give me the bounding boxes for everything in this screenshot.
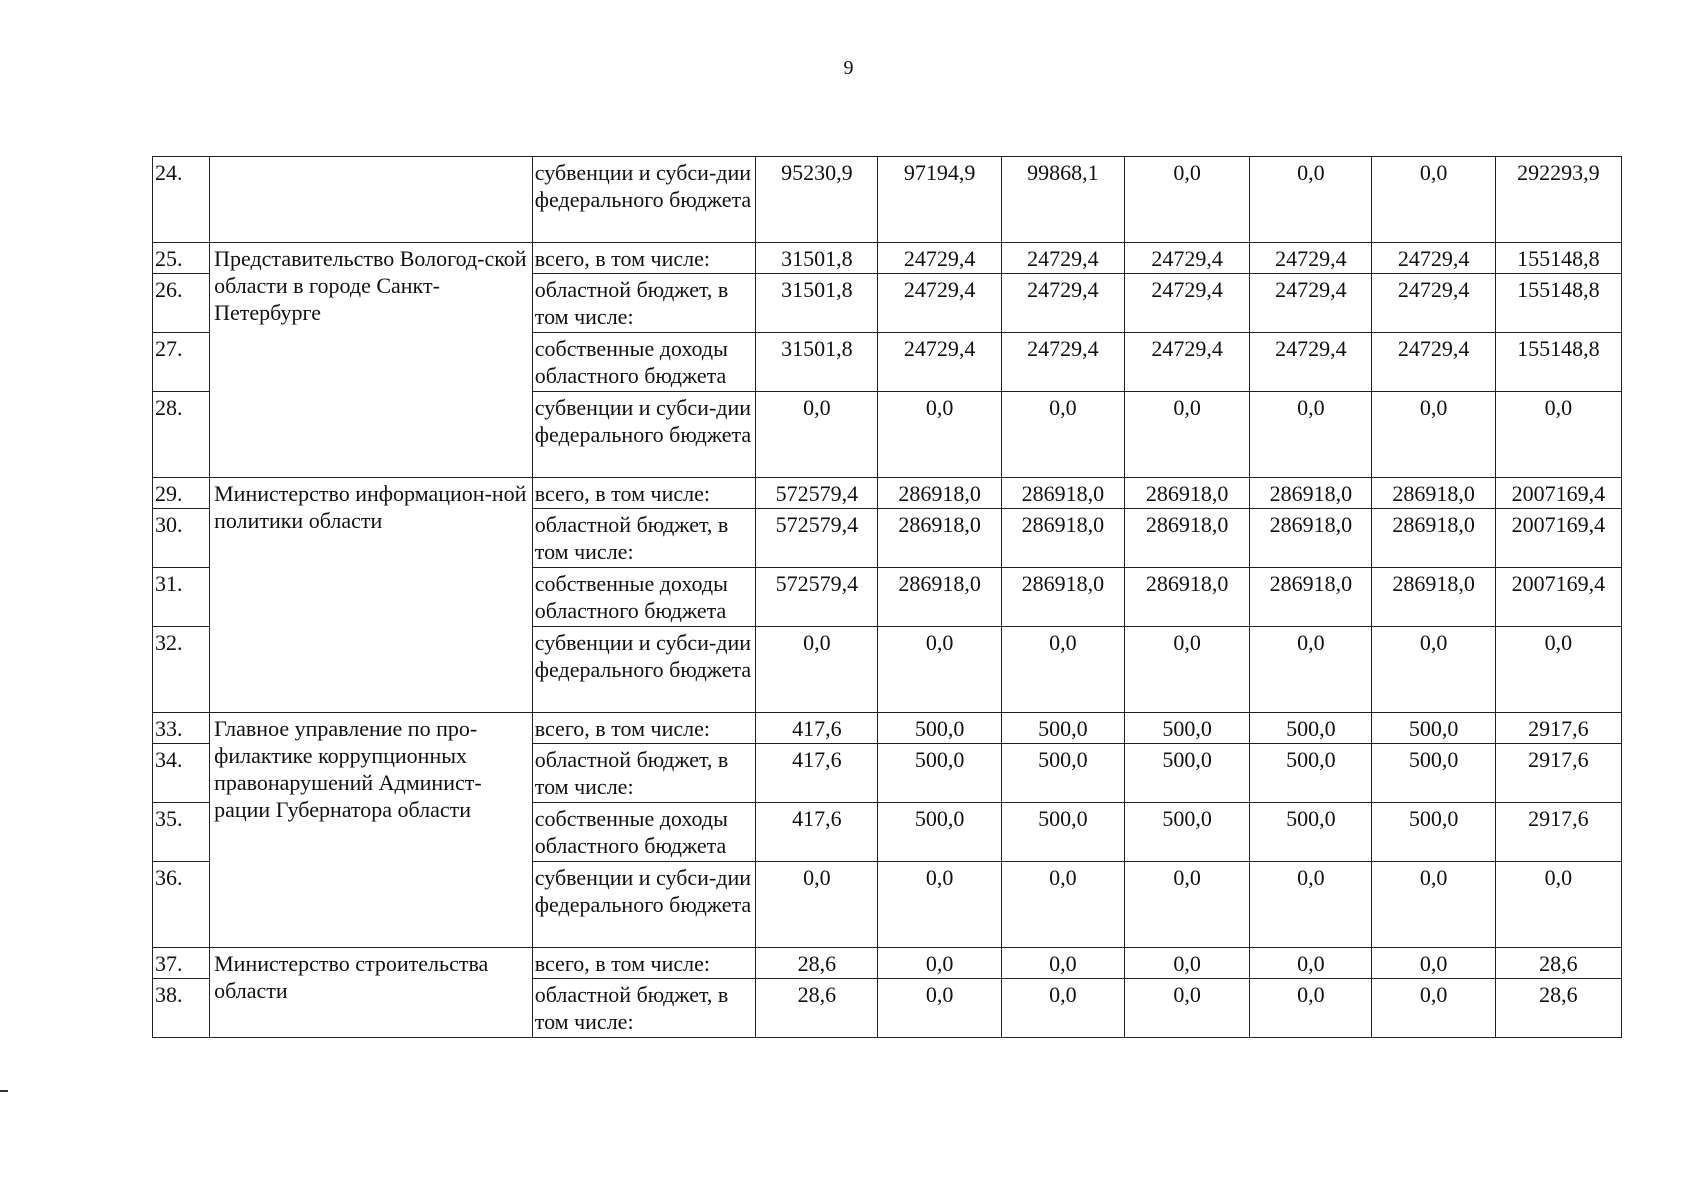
- value-cell: 0,0: [878, 392, 1001, 478]
- funding-type-cell: всего, в том числе:: [532, 478, 755, 509]
- value-cell: 417,6: [756, 803, 878, 862]
- value-cell: 0,0: [756, 862, 878, 948]
- value-cell: 0,0: [1124, 627, 1249, 713]
- value-cell: 0,0: [756, 392, 878, 478]
- value-cell: 0,0: [878, 979, 1001, 1038]
- value-cell: 286918,0: [1372, 478, 1495, 509]
- total-cell: 28,6: [1495, 979, 1621, 1038]
- value-cell: 286918,0: [1372, 568, 1495, 627]
- value-cell: 24729,4: [878, 274, 1001, 333]
- value-cell: 500,0: [1372, 713, 1495, 744]
- table-row: [153, 157, 1622, 243]
- value-cell: 0,0: [1001, 862, 1124, 948]
- funding-type-cell: собственные доходы областного бюджета: [532, 333, 755, 392]
- page-number: 9: [843, 57, 854, 79]
- funding-type-cell: субвенции и субси-дии федерального бюджета: [532, 627, 755, 713]
- organization-cell: [210, 157, 533, 243]
- value-cell: 500,0: [1124, 713, 1249, 744]
- value-cell: 286918,0: [1001, 509, 1124, 568]
- funding-type-cell: всего, в том числе:: [532, 948, 755, 979]
- total-cell: 28,6: [1495, 948, 1621, 979]
- value-cell: 0,0: [1250, 979, 1372, 1038]
- value-cell: 99868,1: [1001, 157, 1124, 243]
- row-number: 38.: [153, 979, 210, 1038]
- total-cell: 0,0: [1495, 627, 1621, 713]
- total-cell: 155148,8: [1495, 333, 1621, 392]
- value-cell: 24729,4: [1372, 243, 1495, 274]
- value-cell: 24729,4: [878, 333, 1001, 392]
- funding-type-cell: всего, в том числе:: [532, 243, 755, 274]
- total-cell: 2917,6: [1495, 713, 1621, 744]
- value-cell: 417,6: [756, 744, 878, 803]
- value-cell: 286918,0: [1250, 478, 1372, 509]
- value-cell: 24729,4: [1124, 243, 1249, 274]
- value-cell: 24729,4: [1372, 333, 1495, 392]
- value-cell: 0,0: [878, 627, 1001, 713]
- value-cell: 500,0: [1001, 803, 1124, 862]
- funding-type-cell: всего, в том числе:: [532, 713, 755, 744]
- row-number: 24.: [153, 157, 210, 243]
- value-cell: 286918,0: [1124, 478, 1249, 509]
- value-cell: 572579,4: [756, 568, 878, 627]
- value-cell: 500,0: [878, 713, 1001, 744]
- table-row: [153, 948, 1622, 979]
- value-cell: 286918,0: [878, 509, 1001, 568]
- budget-table: [152, 156, 1622, 1038]
- value-cell: 500,0: [1124, 744, 1249, 803]
- value-cell: 0,0: [1372, 392, 1495, 478]
- value-cell: 417,6: [756, 713, 878, 744]
- row-number: 30.: [153, 509, 210, 568]
- value-cell: 0,0: [1124, 948, 1249, 979]
- row-number: 37.: [153, 948, 210, 979]
- row-number: 33.: [153, 713, 210, 744]
- funding-type-cell: областной бюджет, в том числе:: [532, 744, 755, 803]
- value-cell: 24729,4: [1001, 274, 1124, 333]
- value-cell: 0,0: [1250, 392, 1372, 478]
- value-cell: 31501,8: [756, 243, 878, 274]
- total-cell: 2007169,4: [1495, 478, 1621, 509]
- value-cell: 500,0: [878, 803, 1001, 862]
- value-cell: 24729,4: [1124, 333, 1249, 392]
- value-cell: 286918,0: [1372, 509, 1495, 568]
- value-cell: 24729,4: [1001, 243, 1124, 274]
- table-body: [153, 157, 1622, 1038]
- table-row: [153, 243, 1622, 274]
- value-cell: 31501,8: [756, 274, 878, 333]
- total-cell: 292293,9: [1495, 157, 1621, 243]
- value-cell: 24729,4: [1372, 274, 1495, 333]
- organization-cell: Министерство строительства области: [210, 948, 533, 1038]
- value-cell: 286918,0: [1124, 509, 1249, 568]
- total-cell: 0,0: [1495, 862, 1621, 948]
- value-cell: 500,0: [878, 744, 1001, 803]
- row-number: 26.: [153, 274, 210, 333]
- value-cell: 500,0: [1250, 713, 1372, 744]
- row-number: 25.: [153, 243, 210, 274]
- value-cell: 0,0: [1250, 627, 1372, 713]
- value-cell: 286918,0: [1124, 568, 1249, 627]
- funding-type-cell: собственные доходы областного бюджета: [532, 568, 755, 627]
- value-cell: 0,0: [1250, 948, 1372, 979]
- value-cell: 28,6: [756, 979, 878, 1038]
- total-cell: 155148,8: [1495, 274, 1621, 333]
- total-cell: 2917,6: [1495, 803, 1621, 862]
- funding-type-cell: собственные доходы областного бюджета: [532, 803, 755, 862]
- value-cell: 0,0: [1250, 157, 1372, 243]
- value-cell: 24729,4: [1250, 243, 1372, 274]
- value-cell: 500,0: [1124, 803, 1249, 862]
- funding-type-cell: субвенции и субси-дии федерального бюджета: [532, 392, 755, 478]
- value-cell: 500,0: [1001, 713, 1124, 744]
- value-cell: 28,6: [756, 948, 878, 979]
- value-cell: 97194,9: [878, 157, 1001, 243]
- organization-cell: Главное управление по про-филактике коррупционных правонарушений Админист-рации Губернатора области: [210, 713, 533, 948]
- value-cell: 24729,4: [1250, 333, 1372, 392]
- total-cell: 155148,8: [1495, 243, 1621, 274]
- value-cell: 0,0: [1372, 157, 1495, 243]
- value-cell: 0,0: [1372, 979, 1495, 1038]
- value-cell: 572579,4: [756, 478, 878, 509]
- funding-type-cell: субвенции и субси-дии федерального бюджета: [532, 862, 755, 948]
- row-number: 29.: [153, 478, 210, 509]
- value-cell: 572579,4: [756, 509, 878, 568]
- funding-type-cell: областной бюджет, в том числе:: [532, 979, 755, 1038]
- value-cell: 500,0: [1372, 803, 1495, 862]
- table-row: [153, 478, 1622, 509]
- table-row: [153, 713, 1622, 744]
- value-cell: 24729,4: [1124, 274, 1249, 333]
- organization-cell: Министерство информацион-ной политики области: [210, 478, 533, 713]
- value-cell: 286918,0: [1001, 478, 1124, 509]
- value-cell: 286918,0: [1250, 509, 1372, 568]
- total-cell: 2007169,4: [1495, 509, 1621, 568]
- value-cell: 31501,8: [756, 333, 878, 392]
- value-cell: 500,0: [1372, 744, 1495, 803]
- value-cell: 0,0: [1001, 948, 1124, 979]
- row-number: 28.: [153, 392, 210, 478]
- row-number: 34.: [153, 744, 210, 803]
- value-cell: 95230,9: [756, 157, 878, 243]
- total-cell: 2917,6: [1495, 744, 1621, 803]
- value-cell: 500,0: [1250, 803, 1372, 862]
- value-cell: 0,0: [1001, 979, 1124, 1038]
- total-cell: 2007169,4: [1495, 568, 1621, 627]
- value-cell: 0,0: [1124, 979, 1249, 1038]
- value-cell: 0,0: [1001, 392, 1124, 478]
- funding-type-cell: субвенции и субси-дии федерального бюджета: [532, 157, 755, 243]
- funding-type-cell: областной бюджет, в том числе:: [532, 509, 755, 568]
- value-cell: 500,0: [1001, 744, 1124, 803]
- value-cell: 286918,0: [878, 478, 1001, 509]
- value-cell: 0,0: [756, 627, 878, 713]
- row-number: 36.: [153, 862, 210, 948]
- value-cell: 0,0: [1372, 862, 1495, 948]
- value-cell: 0,0: [1372, 627, 1495, 713]
- value-cell: 0,0: [878, 948, 1001, 979]
- value-cell: 0,0: [1250, 862, 1372, 948]
- row-number: 35.: [153, 803, 210, 862]
- value-cell: 500,0: [1250, 744, 1372, 803]
- total-cell: 0,0: [1495, 392, 1621, 478]
- value-cell: 0,0: [1372, 948, 1495, 979]
- row-number: 27.: [153, 333, 210, 392]
- value-cell: 286918,0: [1001, 568, 1124, 627]
- value-cell: 24729,4: [878, 243, 1001, 274]
- value-cell: 24729,4: [1250, 274, 1372, 333]
- value-cell: 24729,4: [1001, 333, 1124, 392]
- row-number: 31.: [153, 568, 210, 627]
- value-cell: 0,0: [1124, 157, 1249, 243]
- value-cell: 0,0: [1001, 627, 1124, 713]
- value-cell: 286918,0: [1250, 568, 1372, 627]
- row-number: 32.: [153, 627, 210, 713]
- value-cell: 0,0: [878, 862, 1001, 948]
- margin-mark: [0, 1090, 8, 1092]
- value-cell: 0,0: [1124, 392, 1249, 478]
- value-cell: 0,0: [1124, 862, 1249, 948]
- organization-cell: Представительство Вологод-ской области в городе Санкт-Петербурге: [210, 243, 533, 478]
- value-cell: 286918,0: [878, 568, 1001, 627]
- funding-type-cell: областной бюджет, в том числе:: [532, 274, 755, 333]
